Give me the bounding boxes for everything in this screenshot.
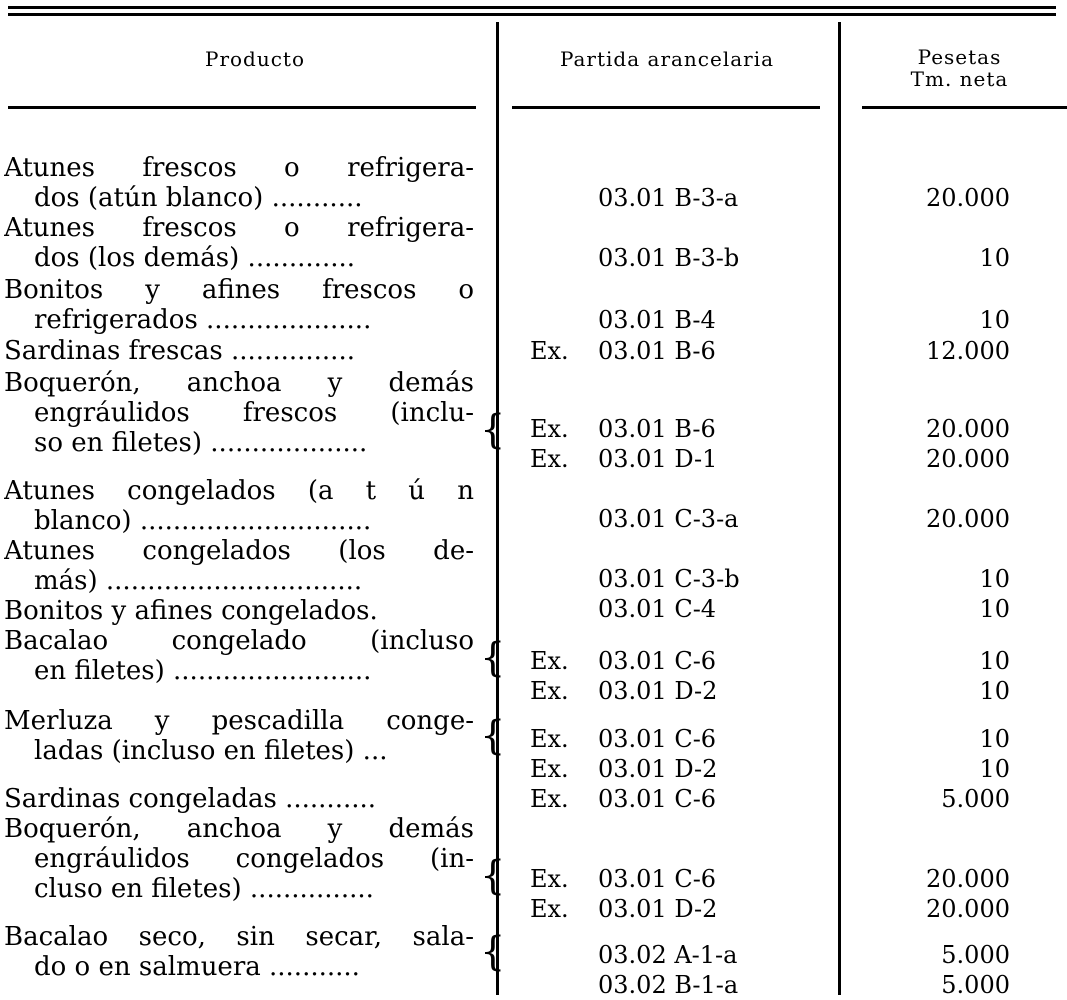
product-line: engráulidos congelados (in- bbox=[34, 844, 474, 874]
tariff-code-cell bbox=[530, 564, 830, 594]
tariff-code: 03.01 C-3-b bbox=[598, 565, 740, 593]
tariff-code: 03.01 D-2 bbox=[598, 755, 718, 783]
pesetas-value: 20.000 bbox=[926, 445, 1010, 473]
tariff-code: 03.01 D-1 bbox=[598, 445, 718, 473]
tariff-code-cell bbox=[530, 754, 830, 784]
product-line: Merluza y pescadilla conge- bbox=[4, 706, 474, 736]
header-underline-producto bbox=[8, 106, 476, 109]
tariff-code-cell bbox=[530, 336, 830, 366]
product-cell bbox=[4, 922, 474, 982]
tariff-code: 03.01 B-6 bbox=[598, 337, 716, 365]
header-underline-partida bbox=[512, 106, 820, 109]
tariff-code-cell bbox=[530, 414, 830, 444]
header-pesetas bbox=[862, 46, 1057, 90]
tariff-code: 03.01 B-4 bbox=[598, 306, 716, 334]
tariff-code-cell bbox=[530, 784, 830, 814]
tariff-code-cell bbox=[530, 724, 830, 754]
product-line: Atunes frescos o refrigera- bbox=[4, 213, 474, 243]
tariff-code-cell bbox=[530, 504, 830, 534]
product-line: Atunes congelados (a t ú n bbox=[4, 476, 474, 506]
pesetas-value: 10 bbox=[979, 755, 1010, 783]
brace-icon: { bbox=[480, 929, 506, 975]
product-cell bbox=[4, 536, 474, 596]
tariff-code: 03.01 C-6 bbox=[598, 725, 717, 753]
product-line: dos (atún blanco) ........... bbox=[34, 183, 363, 213]
product-line: Boquerón, anchoa y demás bbox=[4, 368, 474, 398]
product-line: Bonitos y afines frescos o bbox=[4, 275, 474, 305]
tariff-code: 03.01 C-3-a bbox=[598, 505, 739, 533]
pesetas-value: 5.000 bbox=[941, 785, 1010, 813]
ex-prefix: Ex. bbox=[530, 647, 569, 675]
column-divider-right bbox=[838, 22, 841, 995]
ex-prefix: Ex. bbox=[530, 755, 569, 783]
ex-prefix: Ex. bbox=[530, 785, 569, 813]
pesetas-value: 10 bbox=[979, 306, 1010, 334]
tariff-code-cell bbox=[530, 970, 830, 1000]
brace-icon: { bbox=[480, 713, 506, 759]
product-line: refrigerados .................... bbox=[34, 305, 372, 335]
tariff-code-cell bbox=[530, 646, 830, 676]
pesetas-value: 20.000 bbox=[926, 415, 1010, 443]
tariff-code: 03.01 C-6 bbox=[598, 865, 717, 893]
brace-icon: { bbox=[480, 407, 506, 453]
header-pesetas-line1: Pesetas bbox=[917, 45, 1002, 69]
product-line: blanco) ............................ bbox=[34, 506, 372, 536]
tariff-code-cell bbox=[530, 864, 830, 894]
product-line: engráulidos frescos (inclu- bbox=[34, 398, 474, 428]
product-line: Atunes congelados (los de- bbox=[4, 536, 474, 566]
ex-prefix: Ex. bbox=[530, 865, 569, 893]
column-divider-left bbox=[496, 22, 499, 995]
pesetas-value: 12.000 bbox=[926, 337, 1010, 365]
tariff-code: 03.01 C-6 bbox=[598, 647, 717, 675]
header-producto: Producto bbox=[204, 47, 306, 71]
ex-prefix: Ex. bbox=[530, 895, 569, 923]
ex-prefix: Ex. bbox=[530, 337, 569, 365]
product-cell bbox=[4, 706, 474, 766]
product-line: Sardinas frescas ............... bbox=[4, 336, 355, 366]
product-cell bbox=[4, 784, 474, 814]
tariff-code: 03.01 B-6 bbox=[598, 415, 716, 443]
ex-prefix: Ex. bbox=[530, 445, 569, 473]
tariff-code-cell bbox=[530, 676, 830, 706]
product-cell bbox=[4, 596, 474, 626]
header-pesetas-line2: Tm. neta bbox=[910, 67, 1009, 91]
brace-icon: { bbox=[480, 853, 506, 899]
product-cell bbox=[4, 814, 474, 904]
pesetas-value: 20.000 bbox=[926, 505, 1010, 533]
pesetas-value: 10 bbox=[979, 647, 1010, 675]
product-line: dos (los demás) ............. bbox=[34, 243, 356, 273]
tariff-code: 03.01 C-4 bbox=[598, 595, 717, 623]
tariff-code: 03.01 D-2 bbox=[598, 677, 718, 705]
pesetas-value: 10 bbox=[979, 725, 1010, 753]
tariff-code: 03.01 C-6 bbox=[598, 785, 717, 813]
tariff-code: 03.02 B-1-a bbox=[598, 971, 739, 999]
product-line: en filetes) ........................ bbox=[34, 656, 372, 686]
product-cell bbox=[4, 275, 474, 335]
product-cell bbox=[4, 368, 474, 458]
product-line: Bacalao congelado (incluso bbox=[4, 626, 474, 656]
tariff-code-cell bbox=[530, 305, 830, 335]
header-underline-pesetas bbox=[862, 106, 1067, 109]
product-line: cluso en filetes) ............... bbox=[34, 874, 374, 904]
product-line: Atunes frescos o refrigera- bbox=[4, 153, 474, 183]
pesetas-value: 10 bbox=[979, 677, 1010, 705]
pesetas-value: 10 bbox=[979, 244, 1010, 272]
tariff-code: 03.01 B-3-a bbox=[598, 184, 739, 212]
product-cell bbox=[4, 626, 474, 686]
product-line: do o en salmuera ........... bbox=[34, 952, 360, 982]
product-cell bbox=[4, 336, 474, 366]
pesetas-value: 5.000 bbox=[941, 941, 1010, 969]
pesetas-value: 10 bbox=[979, 595, 1010, 623]
pesetas-value: 20.000 bbox=[926, 865, 1010, 893]
product-cell bbox=[4, 213, 474, 273]
product-line: Sardinas congeladas ........... bbox=[4, 784, 377, 814]
product-line: Boquerón, anchoa y demás bbox=[4, 814, 474, 844]
tariff-code-cell bbox=[530, 444, 830, 474]
tariff-code-cell bbox=[530, 894, 830, 924]
tariff-code: 03.01 D-2 bbox=[598, 895, 718, 923]
tariff-code: 03.02 A-1-a bbox=[598, 941, 738, 969]
product-line: so en filetes) ................... bbox=[34, 428, 368, 458]
tariff-code: 03.01 B-3-b bbox=[598, 244, 740, 272]
product-line: Bonitos y afines congelados. bbox=[4, 596, 378, 626]
product-line: Bacalao seco, sin secar, sala- bbox=[4, 922, 474, 952]
header-partida-arancelaria: Partida arancelaria bbox=[559, 47, 775, 71]
product-line: más) ............................... bbox=[34, 566, 363, 596]
product-line: ladas (incluso en filetes) ... bbox=[34, 736, 388, 766]
tariff-code-cell bbox=[530, 594, 830, 624]
pesetas-value: 20.000 bbox=[926, 895, 1010, 923]
top-double-rule-lower bbox=[8, 13, 1056, 16]
pesetas-value: 5.000 bbox=[941, 971, 1010, 999]
product-cell bbox=[4, 153, 474, 213]
pesetas-value: 20.000 bbox=[926, 184, 1010, 212]
ex-prefix: Ex. bbox=[530, 725, 569, 753]
tariff-code-cell bbox=[530, 243, 830, 273]
ex-prefix: Ex. bbox=[530, 677, 569, 705]
tariff-code-cell bbox=[530, 183, 830, 213]
brace-icon: { bbox=[480, 635, 506, 681]
top-double-rule bbox=[8, 6, 1056, 9]
product-cell bbox=[4, 476, 474, 536]
ex-prefix: Ex. bbox=[530, 415, 569, 443]
tariff-code-cell bbox=[530, 940, 830, 970]
pesetas-value: 10 bbox=[979, 565, 1010, 593]
